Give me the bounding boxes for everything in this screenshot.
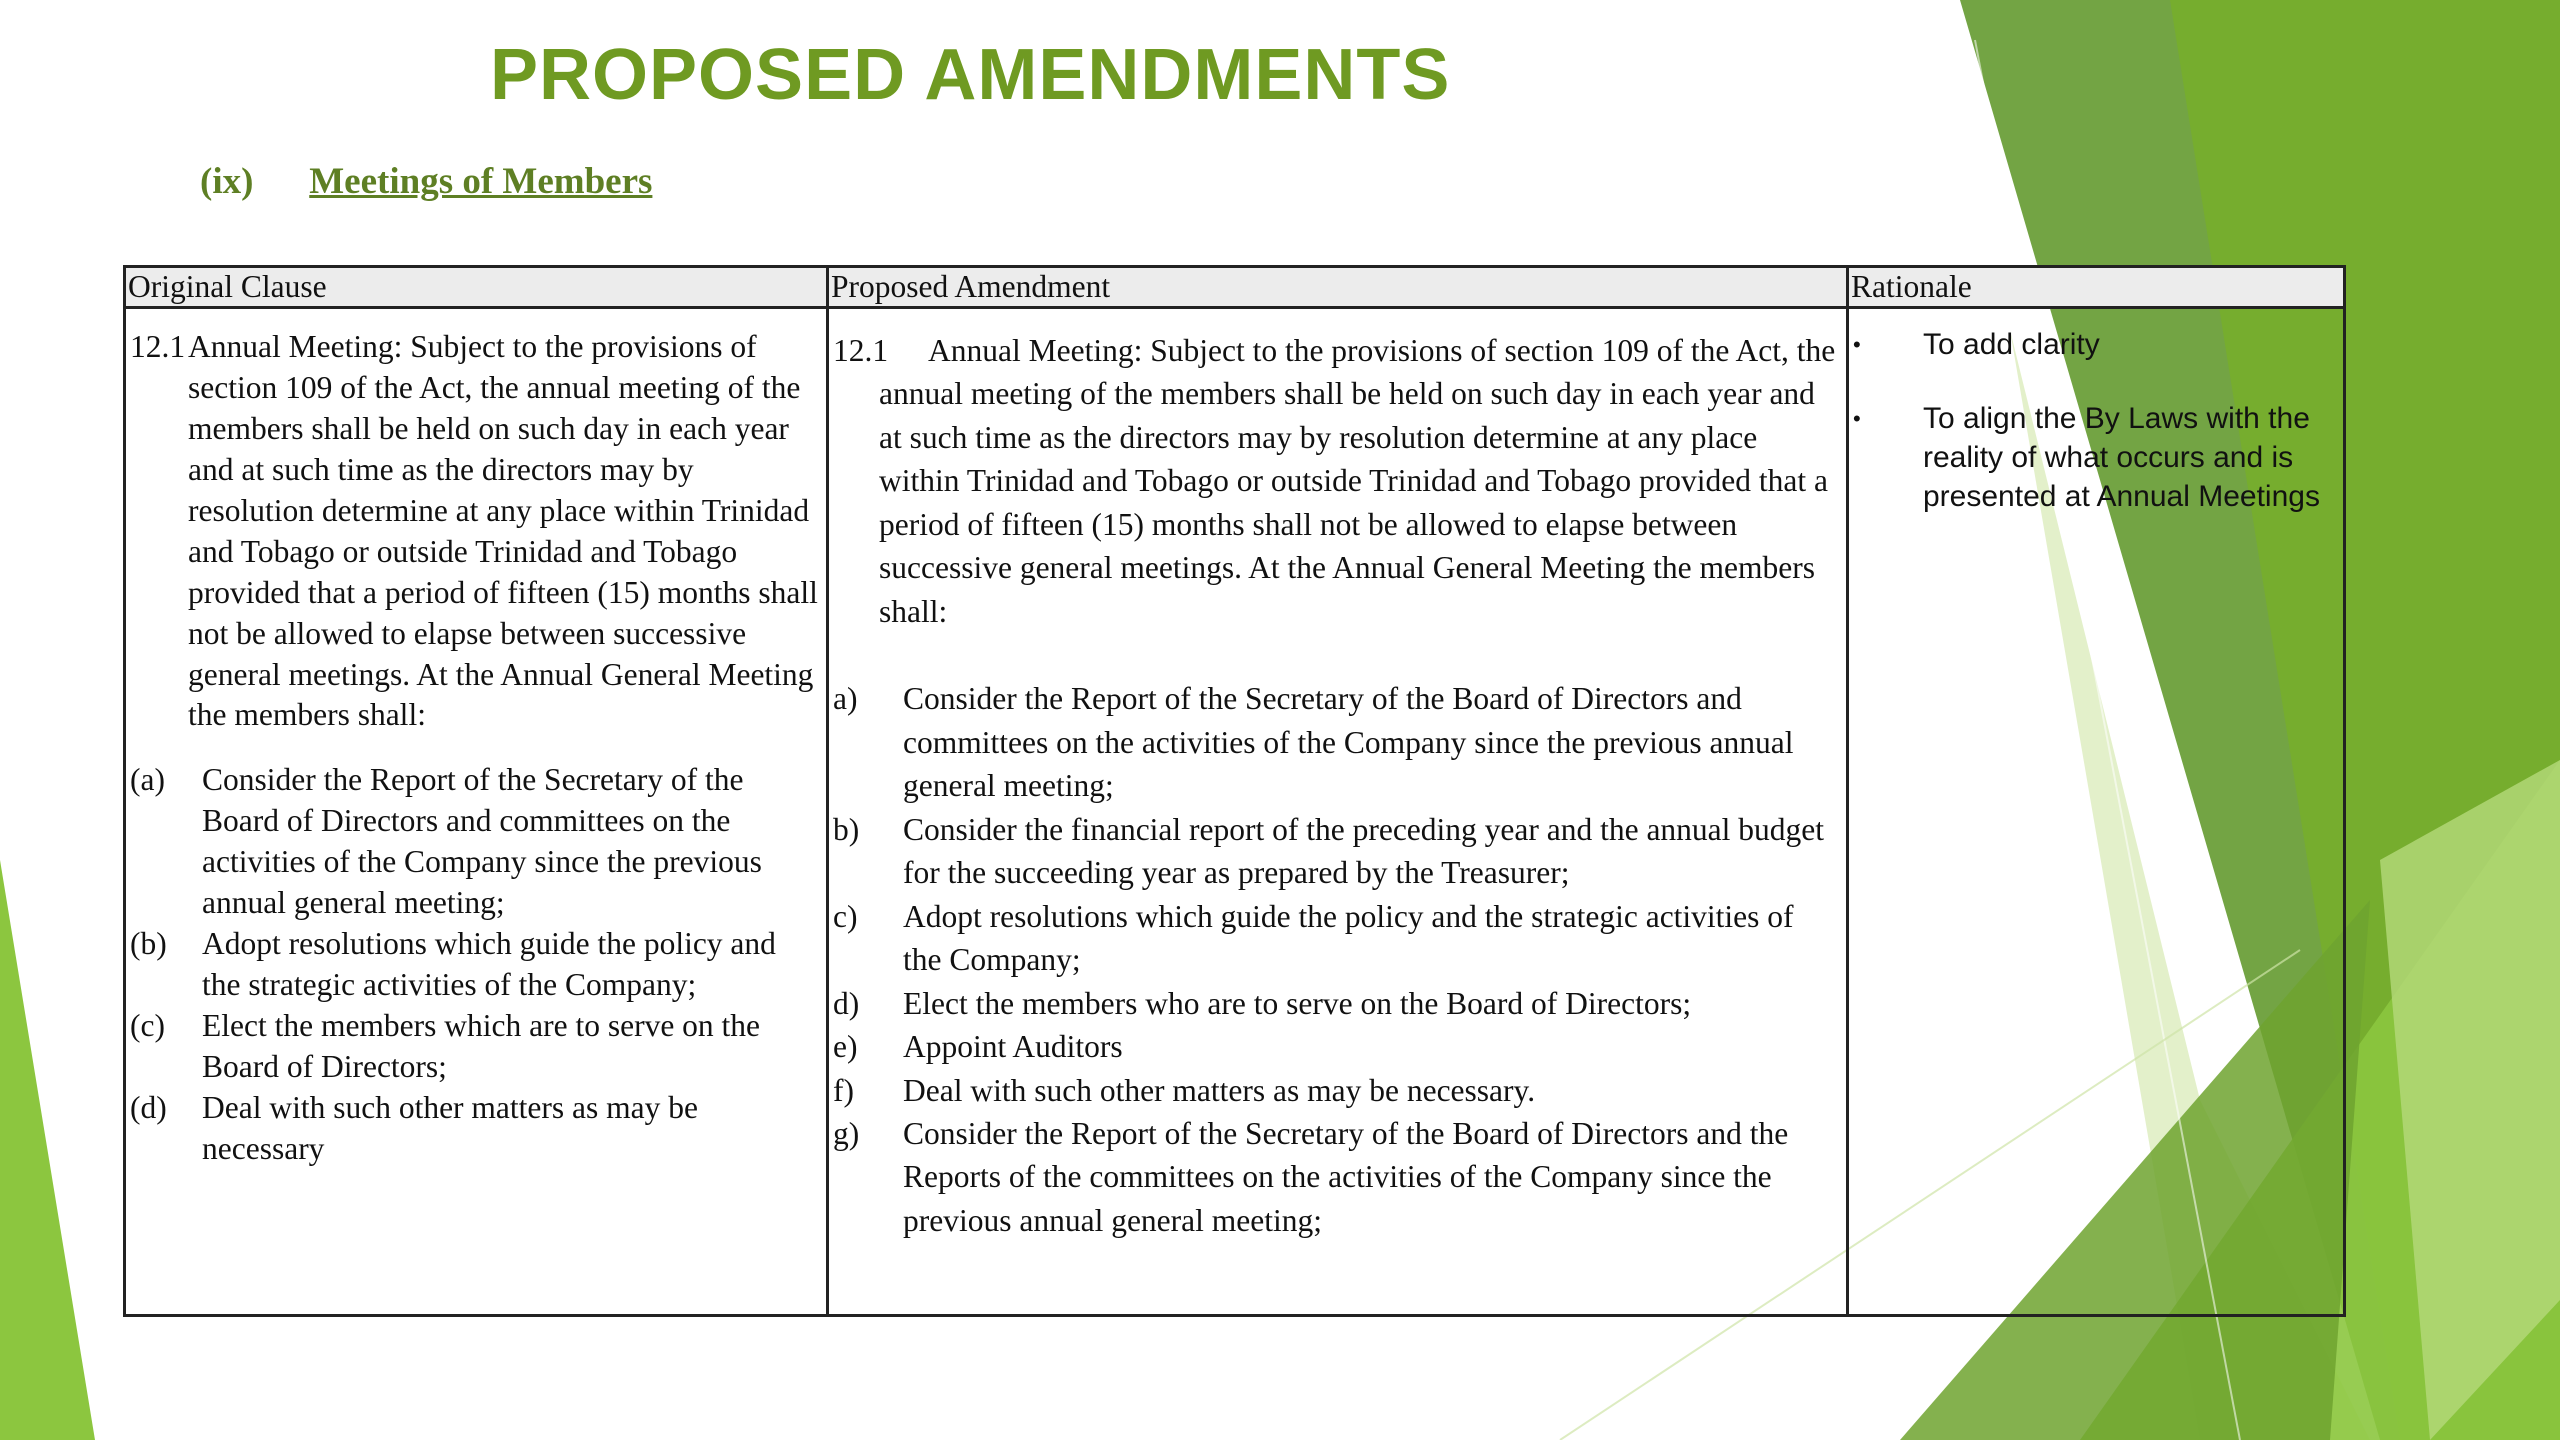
item-marker: f) (833, 1072, 854, 1108)
rationale-text: To align the By Laws with the reality of what occurs and is presented at Annual Meetings (1923, 402, 2320, 513)
section-subtitle (200, 160, 652, 203)
list-item (130, 924, 820, 1006)
proposed-amendment-cell (828, 308, 1848, 1316)
table-row (125, 308, 2345, 1316)
original-clause-number: 12.1 (130, 329, 186, 364)
proposed-intro (833, 329, 1836, 633)
bullet-icon: • (1853, 332, 1861, 357)
item-text: Adopt resolutions which guide the policy and the strategic activities of the Company; (202, 926, 776, 1003)
list-item (130, 760, 820, 924)
list-item (833, 1069, 1836, 1112)
amendments-table (123, 265, 2346, 1317)
section-heading: Meetings of Members (309, 161, 653, 202)
list-item (1853, 399, 2337, 516)
item-marker: (b) (130, 926, 167, 962)
item-text: Deal with such other matters as may be necessary (202, 1089, 698, 1166)
item-marker: d) (833, 985, 860, 1021)
item-marker: (c) (130, 1008, 165, 1043)
list-item (833, 1112, 1836, 1242)
proposed-items-list (833, 677, 1836, 1242)
item-marker: b) (833, 811, 860, 847)
list-item (1853, 325, 2337, 365)
original-clause-cell (125, 308, 828, 1316)
rationale-list (1853, 325, 2337, 516)
rationale-cell (1848, 308, 2345, 1316)
item-text: Consider the Report of the Secretary of the Board of Directors and committees on the activities of the Company since the previous annual general meeting; (903, 681, 1794, 804)
original-intro-text: Annual Meeting: Subject to the provisions of section 109 of the Act, the annual meeting of the members shall be held on such day in each year and at such time as the directors may by resolution determine at any place within Trinidad and Tobago or outside Trinidad and Tobago provided that a period of fifteen (15) months shall not be allowed to elapse between successive general meetings. At the Annual General Meeting the members shall: (188, 329, 818, 733)
item-text: Consider the Report of the Secretary of the Board of Directors and the Reports of the committees on the activities of the Company since the previous annual general meeting; (903, 1115, 1789, 1238)
item-marker: g) (833, 1115, 860, 1151)
item-text: Consider the Report of the Secretary of the Board of Directors and committees on the activities of the Company since the previous annual general meeting; (202, 762, 762, 921)
original-items-list (130, 760, 820, 1169)
list-item (833, 677, 1836, 807)
item-marker: (a) (130, 762, 165, 798)
item-text: Elect the members which are to serve on the Board of Directors; (202, 1008, 761, 1084)
header-rationale: Rationale (1848, 267, 2345, 308)
header-original-clause: Original Clause (125, 267, 828, 308)
item-text: Appoint Auditors (903, 1029, 1123, 1065)
list-item (833, 808, 1836, 895)
original-intro (130, 327, 820, 736)
bullet-icon: • (1853, 406, 1861, 431)
page-title: PROPOSED AMENDMENTS (490, 35, 1451, 115)
list-item (833, 895, 1836, 982)
proposed-intro-text: Annual Meeting: Subject to the provisions of section 109 of the Act, the annual meeting of the members shall be held on such day in each year and at such time as the directors may by resolution determine at any place within Trinidad and Tobago or outside Trinidad and Tobago provided that a period of fifteen (15) months shall not be allowed to elapse between successive general meetings. At the Annual General Meeting the members shall: (879, 333, 1836, 629)
bg-left-sliver (0, 860, 95, 1440)
header-proposed-amendment: Proposed Amendment (828, 267, 1848, 308)
item-marker: (d) (130, 1089, 167, 1125)
table-header-row (125, 267, 2345, 308)
list-item (130, 1088, 820, 1170)
item-marker: a) (833, 681, 858, 717)
item-text: Adopt resolutions which guide the policy and the strategic activities of the Company; (903, 898, 1794, 978)
item-marker: e) (833, 1029, 858, 1065)
item-marker: c) (833, 898, 858, 934)
list-item (130, 1006, 820, 1088)
list-item (833, 982, 1836, 1025)
rationale-text: To add clarity (1923, 328, 2100, 361)
item-text: Elect the members who are to serve on the Board of Directors; (903, 985, 1692, 1021)
item-text: Deal with such other matters as may be necessary. (903, 1072, 1536, 1108)
section-number: (ix) (200, 161, 254, 202)
item-text: Consider the financial report of the preceding year and the annual budget for the succeeding year as prepared by the Treasurer; (903, 811, 1825, 891)
proposed-clause-number: 12.1 (833, 333, 889, 368)
list-item (833, 1025, 1836, 1068)
